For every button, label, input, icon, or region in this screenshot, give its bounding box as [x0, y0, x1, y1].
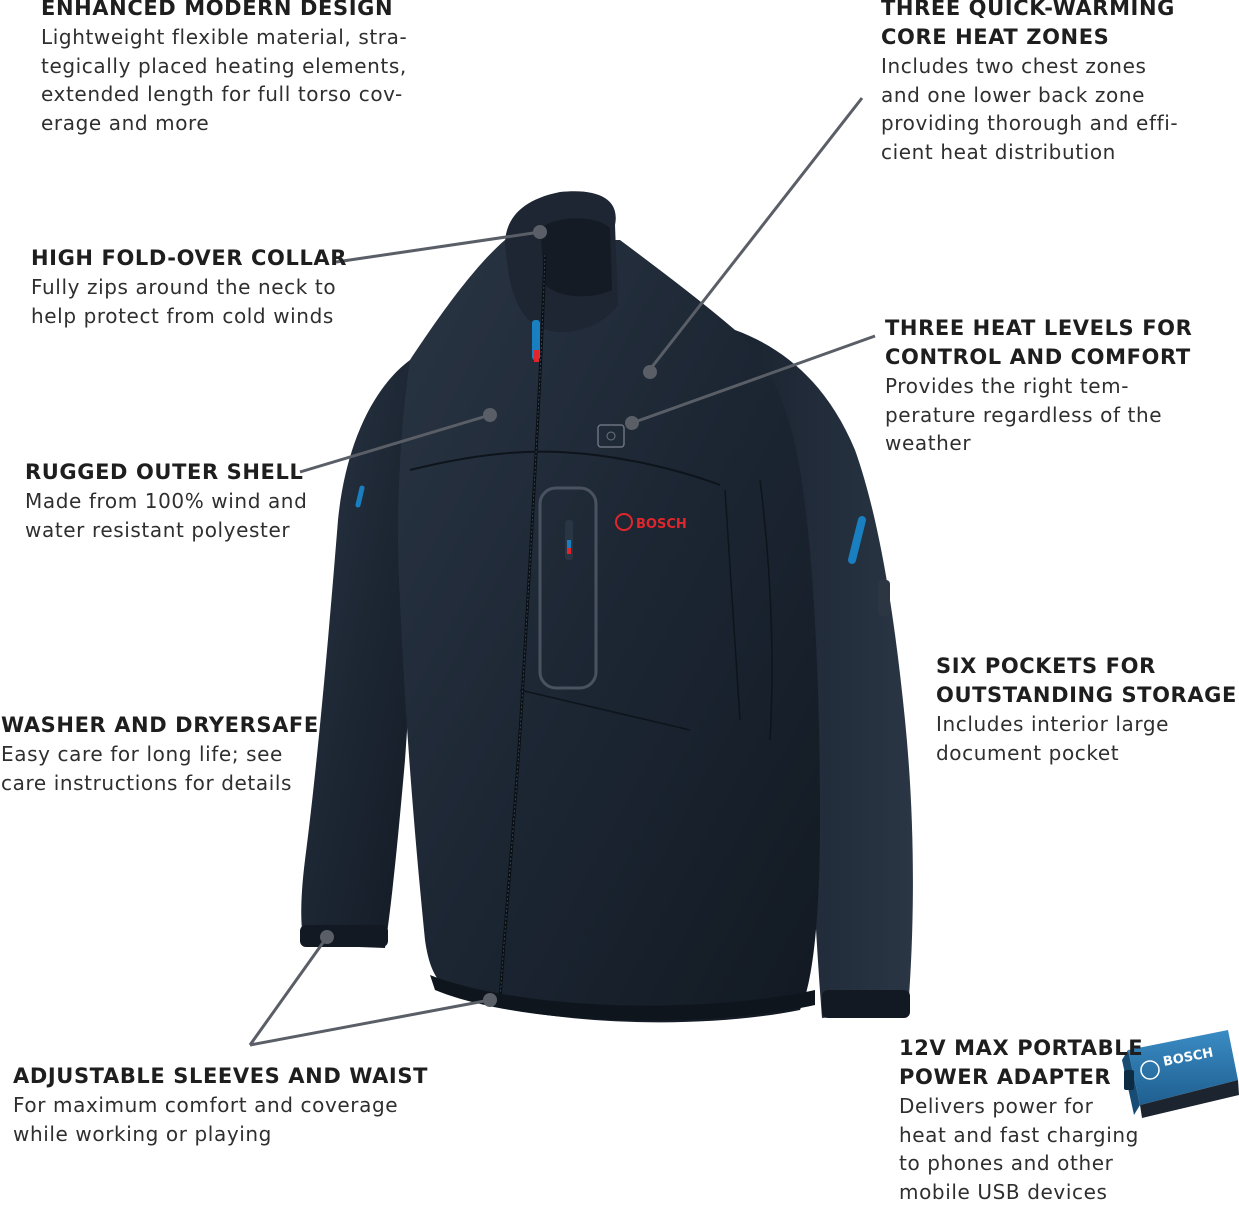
- heat-levels-title: THREE HEAT LEVELS FOR CONTROL AND COMFORT: [885, 316, 1193, 369]
- pockets-title: SIX POCKETS FOR OUTSTANDING STORAGE: [936, 654, 1237, 707]
- heat-levels-body: Provides the right tem- perature regardless of the weather: [885, 374, 1163, 455]
- callout-heat-zones: [881, 0, 1178, 166]
- callout-washer: [1, 711, 319, 797]
- adjustable-title: ADJUSTABLE SLEEVES AND WAIST: [13, 1064, 428, 1088]
- callout-pockets: [936, 652, 1237, 767]
- heat-zones-body: Includes two chest zones and one lower back zone providing thorough and effi- cient heat distribution: [881, 54, 1179, 164]
- callout-collar: [31, 244, 347, 330]
- collar-title: HIGH FOLD-OVER COLLAR: [31, 246, 348, 270]
- design-body: Lightweight flexible material, stra- tegically placed heating elements, extended length for full torso cov- erage and more: [41, 25, 408, 135]
- jacket-bosch-logo: BOSCH: [636, 517, 687, 532]
- callout-adjustable: [13, 1062, 428, 1148]
- callout-adapter: [899, 1034, 1143, 1206]
- design-title: ENHANCED MODERN DESIGN: [41, 0, 394, 20]
- callout-outer-shell: [25, 458, 307, 544]
- adjustable-body: For maximum comfort and coverage while working or playing: [13, 1093, 399, 1146]
- collar-body: Fully zips around the neck to help protect from cold winds: [31, 275, 337, 328]
- washer-title: WASHER AND DRYERSAFE: [1, 713, 319, 737]
- adapter-bosch-logo: BOSCH: [1161, 1045, 1215, 1070]
- washer-body: Easy care for long life; see care instructions for details: [1, 742, 293, 795]
- adapter-title: 12V MAX PORTABLE POWER ADAPTER: [899, 1036, 1144, 1089]
- jacket-body: [398, 240, 820, 1022]
- heat-zones-title: THREE QUICK-WARMING CORE HEAT ZONES: [881, 0, 1175, 49]
- pockets-body: Includes interior large document pocket: [936, 712, 1170, 765]
- callout-heat-levels: [885, 314, 1192, 458]
- adapter-body: Delivers power for heat and fast charging to phones and other mobile USB devices: [899, 1094, 1139, 1204]
- outer-shell-body: Made from 100% wind and water resistant polyester: [25, 489, 308, 542]
- callout-design: [41, 0, 407, 137]
- outer-shell-title: RUGGED OUTER SHELL: [25, 460, 304, 484]
